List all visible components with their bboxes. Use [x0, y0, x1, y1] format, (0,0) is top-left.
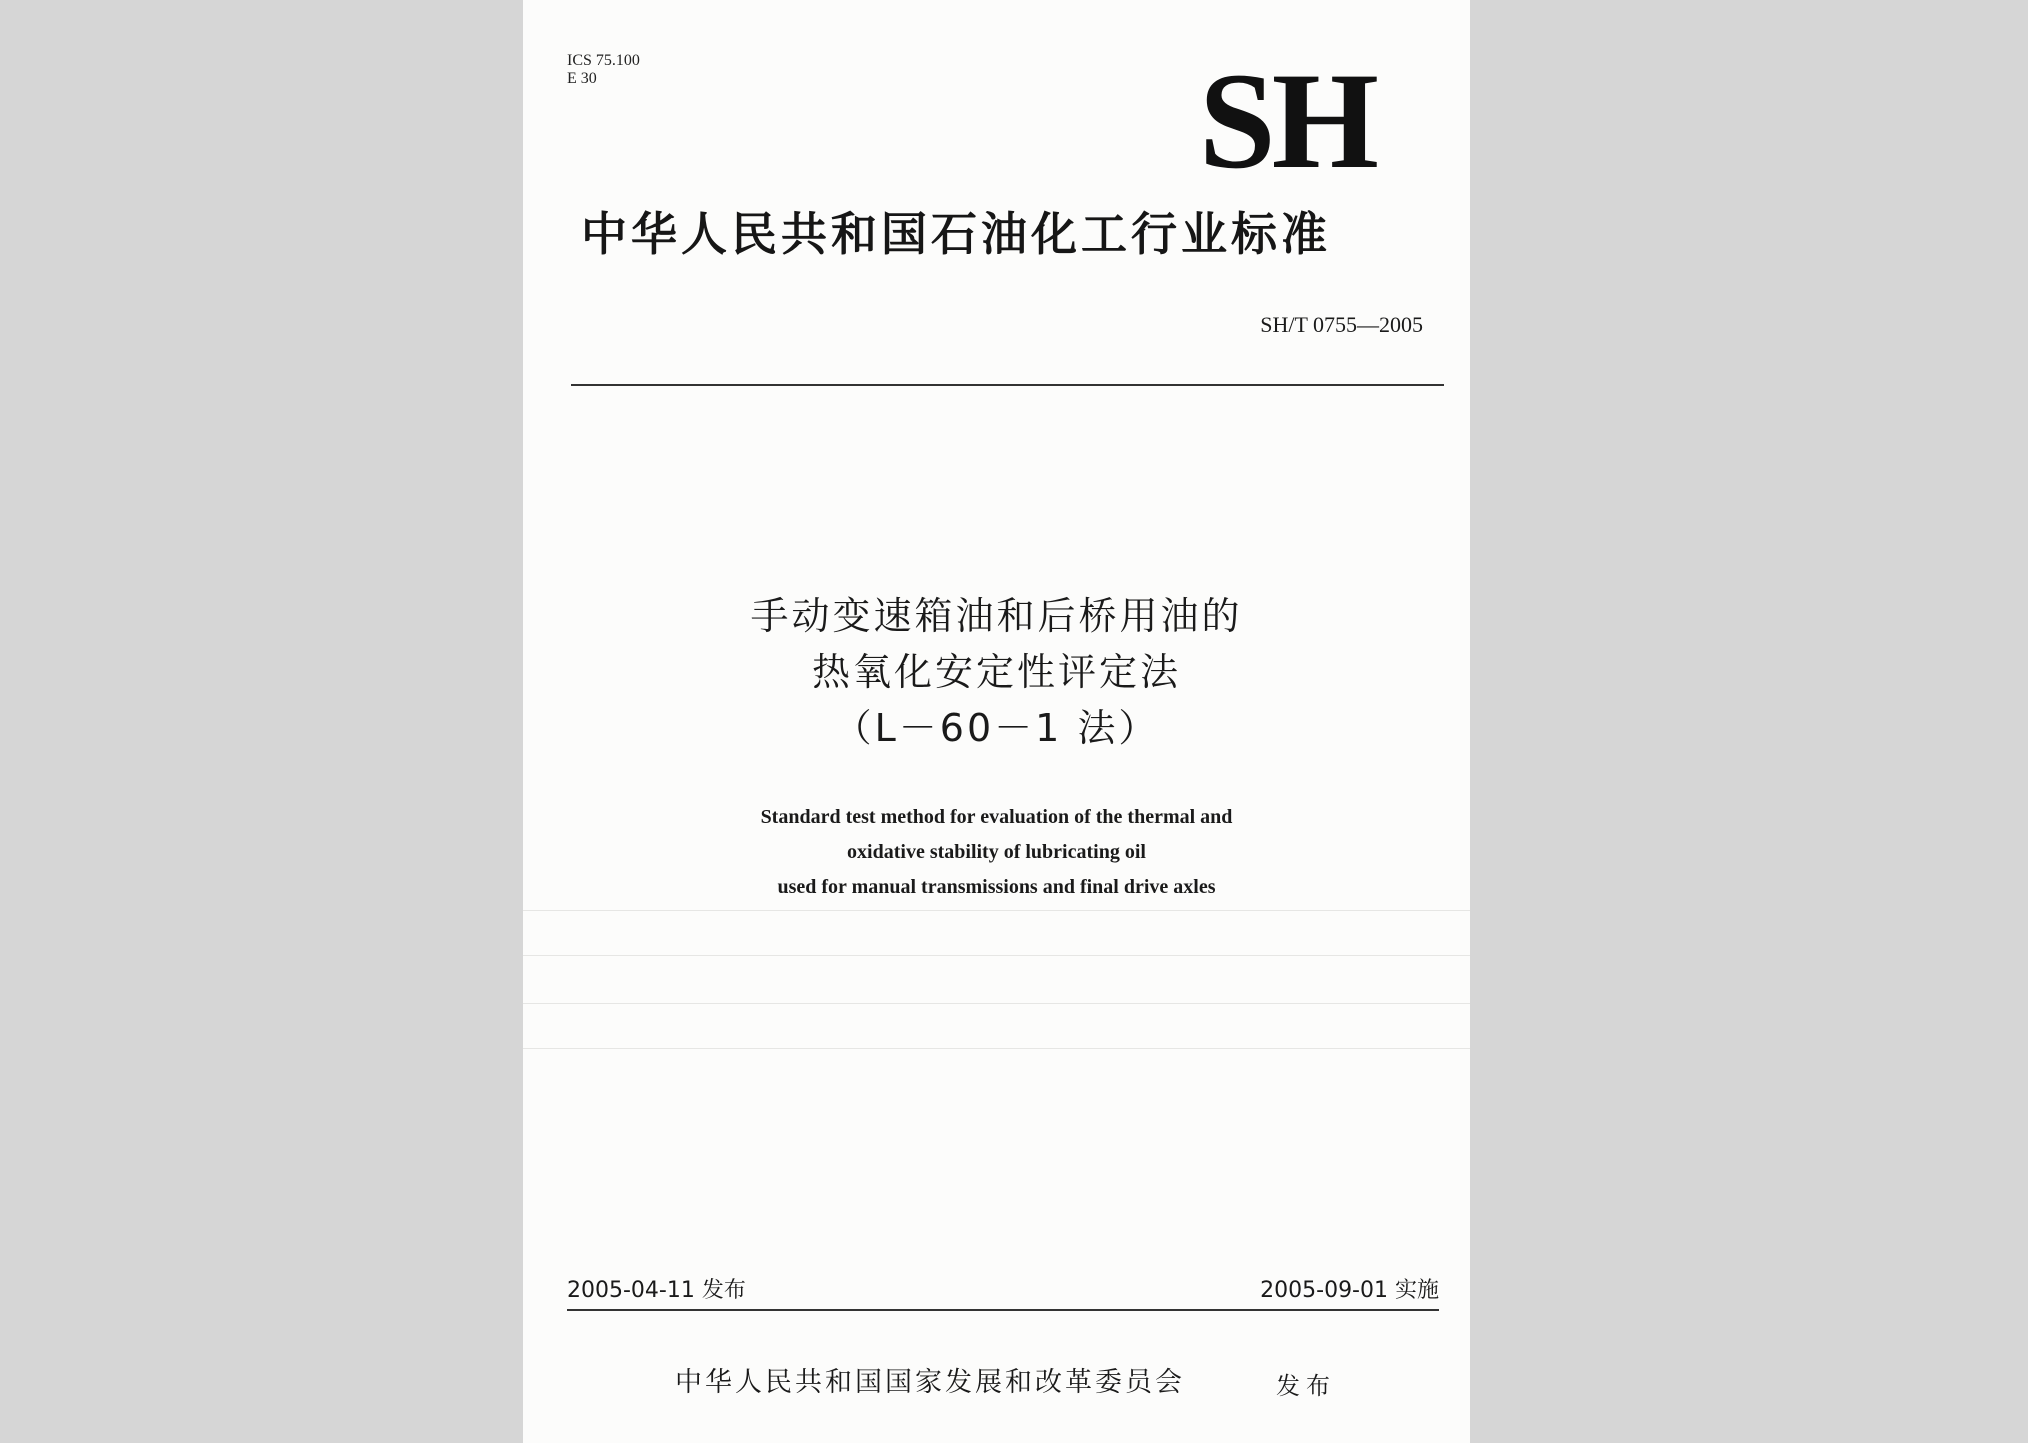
effective-date: 2005-09-01 实施: [1260, 1278, 1439, 1303]
english-title-line: Standard test method for evaluation of the thermal and: [760, 806, 1233, 828]
chinese-title-line: 热氧化安定性评定法: [811, 650, 1181, 694]
ics-code: ICS 75.100: [567, 52, 640, 69]
scan-artifact-line: [523, 1048, 1470, 1049]
english-title-line: used for manual transmissions and final drive axles: [777, 876, 1216, 898]
bottom-divider: [567, 1309, 1439, 1311]
chinese-title-line: 手动变速箱油和后桥用油的: [750, 594, 1243, 638]
sh-logo: SH: [1198, 44, 1375, 197]
scan-artifact-line: [523, 955, 1470, 956]
chinese-title-line: （L－60－1 法）: [833, 706, 1160, 750]
english-title-line: oxidative stability of lubricating oil: [847, 841, 1146, 863]
category-code: E 30: [567, 70, 597, 87]
document-page: [523, 0, 1470, 1443]
english-title: [523, 800, 1470, 905]
publish-label: 发布: [1276, 1372, 1336, 1400]
issue-date: 2005-04-11 发布: [567, 1278, 746, 1303]
scan-artifact-line: [523, 910, 1470, 911]
top-divider: [571, 384, 1444, 386]
publisher-name: 中华人民共和国国家发展和改革委员会: [675, 1367, 1185, 1398]
standard-number: SH/T 0755—2005: [1260, 312, 1423, 337]
standard-body-title: 中华人民共和国石油化工行业标准: [581, 207, 1331, 261]
chinese-title: [523, 588, 1470, 756]
scan-artifact-line: [523, 1003, 1470, 1004]
classification-codes: [567, 52, 640, 88]
